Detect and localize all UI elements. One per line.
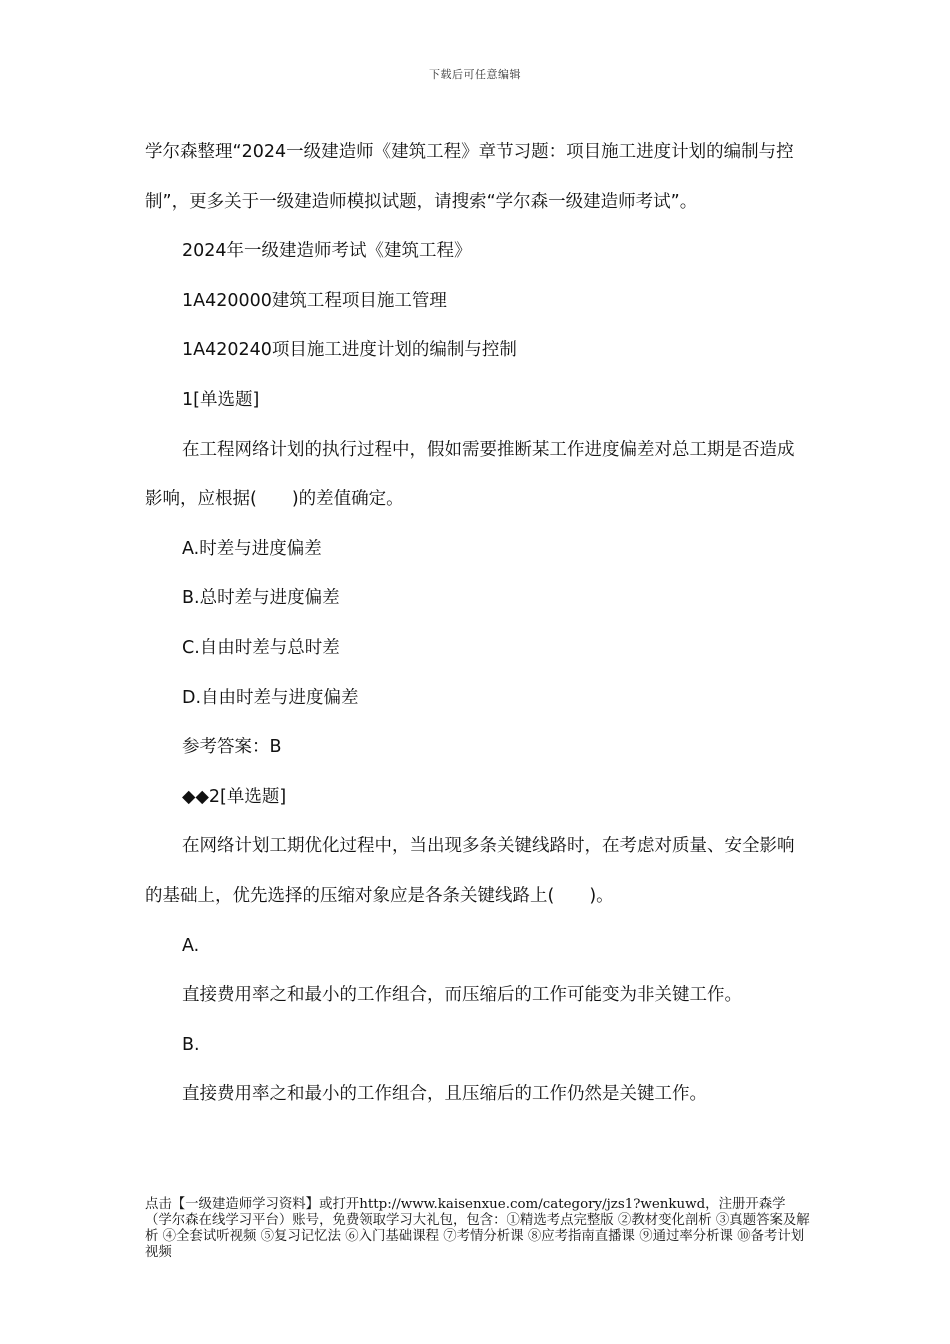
question-1-option-b: B.总时差与进度偏差 [182, 588, 340, 609]
question-2-stem: 在网络计划工期优化过程中，当出现多条关键线路时，在考虑对质量、安全影响的基础上，优先选择的压缩对象应是各条关键线路上( )。 [145, 836, 795, 906]
intro-paragraph: 学尔森整理“2024一级建造师《建筑工程》章节习题：项目施工进度计划的编制与控制”，更多关于一级建造师模拟试题，请搜索“学尔森一级建造师考试”。 [145, 142, 794, 212]
document-body [145, 128, 809, 1120]
section-heading: 1A420240项目施工进度计划的编制与控制 [182, 340, 517, 361]
question-1-stem: 在工程网络计划的执行过程中，假如需要推断某工作进度偏差对总工期是否造成影响，应根据( )的差值确定。 [145, 439, 795, 510]
exam-title: 2024年一级建造师考试《建筑工程》 [182, 241, 472, 262]
question-1-option-d: D.自由时差与进度偏差 [182, 687, 359, 708]
question-1-number: 1[单选题] [182, 389, 260, 410]
question-1-answer: 参考答案：B [182, 737, 282, 758]
question-1-option-a: A.时差与进度偏差 [182, 538, 322, 559]
footer-promo: 点击【一级建造师学习资料】或打开http://www.kaisenxue.com/category/jzs1?wenkuwd，注册开森学（学尔森在线学习平台）账号，免费领取学习大礼包，包含：①精选考点完整版 ②教材变化剖析 ③真题答案及解析 ④全套试听视频 ⑤复习记忆法 ⑥入门基础课程 ⑦考情分析课 ⑧应考指南直播课 ⑨通过率分析课 ⑩备考计划视频 [145, 1197, 810, 1260]
question-2-number: ◆◆2[单选题] [182, 786, 287, 807]
chapter-heading: 1A420000建筑工程项目施工管理 [182, 290, 447, 311]
question-1-option-c: C.自由时差与总时差 [182, 637, 340, 658]
question-2-option-a-label: A. [182, 935, 200, 956]
question-2-option-b-text: 直接费用率之和最小的工作组合，且压缩后的工作仍然是关键工作。 [182, 1084, 707, 1105]
question-2-option-a-text: 直接费用率之和最小的工作组合，而压缩后的工作可能变为非关键工作。 [182, 985, 742, 1006]
page-header-note: 下载后可任意编辑 [429, 68, 521, 81]
question-2-option-b-label: B. [182, 1034, 200, 1055]
